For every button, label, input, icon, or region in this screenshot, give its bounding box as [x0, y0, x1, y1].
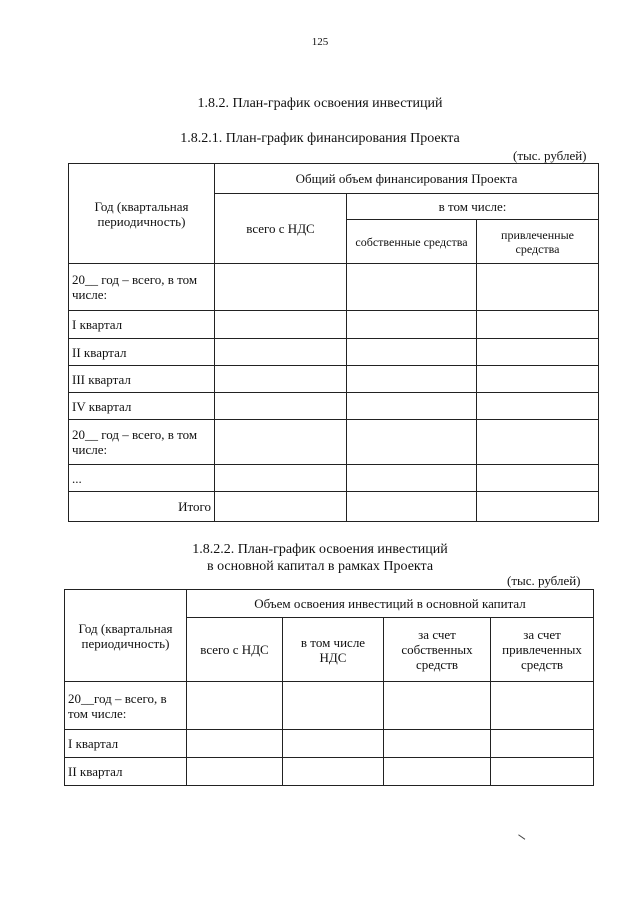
table-row-label: 20__год – всего, в том числе:: [65, 682, 187, 730]
table2-title-line1: 1.8.2.2. План-график освоения инвестиций: [192, 542, 448, 557]
table-cell: [347, 311, 477, 339]
table-cell: [477, 465, 599, 492]
table-cell: [477, 420, 599, 465]
table2-title-line2: в основной капитал в рамках Проекта: [206, 559, 434, 574]
col-year-header: Год (квартальная периодичность): [69, 164, 215, 264]
total-row-label: Итого: [69, 492, 215, 522]
table-row-label: IV квартал: [69, 393, 215, 420]
col-group-header: Объем освоения инвестиций в основной капитал: [187, 590, 594, 618]
table-cell: [477, 366, 599, 393]
table-cell: [477, 393, 599, 420]
table-cell: [215, 339, 347, 366]
col-borrowed-header: привлеченные средства: [477, 220, 599, 264]
table-cell: [215, 420, 347, 465]
col-incl-vat-header: в том числе НДС: [283, 618, 384, 682]
table-cell: [347, 366, 477, 393]
table-cell: [187, 758, 283, 786]
table-cell: [384, 682, 491, 730]
table1-title: 1.8.2.1. План-график финансирования Проекта: [180, 131, 460, 146]
table-cell: [477, 339, 599, 366]
table-cell: [347, 492, 477, 522]
col-own-header: за счет собственных средств: [384, 618, 491, 682]
table-cell: [347, 420, 477, 465]
table-cell: [187, 682, 283, 730]
table-cell: [347, 465, 477, 492]
col-total-vat-header: всего с НДС: [187, 618, 283, 682]
table-row-label: 20__ год – всего, в том числе:: [69, 420, 215, 465]
col-including-header: в том числе:: [347, 194, 599, 220]
table-row-label: III квартал: [69, 366, 215, 393]
table-cell: [491, 730, 594, 758]
table-cell: [215, 492, 347, 522]
col-year-header: Год (квартальная периодичность): [65, 590, 187, 682]
table-cell: [477, 492, 599, 522]
table-cell: [384, 758, 491, 786]
table-cell: [283, 730, 384, 758]
table-cell: [215, 393, 347, 420]
table-cell: [215, 264, 347, 311]
scan-mark: [515, 834, 526, 844]
table-cell: [215, 311, 347, 339]
table-cell: [215, 366, 347, 393]
table-row-label: 20__ год – всего, в том числе:: [69, 264, 215, 311]
table-row-label: II квартал: [65, 758, 187, 786]
table-row-label: II квартал: [69, 339, 215, 366]
col-total-group-header: Общий объем финансирования Проекта: [215, 164, 599, 194]
table-cell: [283, 758, 384, 786]
table2-units: (тыс. рублей): [507, 573, 581, 588]
table-cell: [347, 393, 477, 420]
table-row-label: ...: [69, 465, 215, 492]
table-cell: [384, 730, 491, 758]
table-cell: [187, 730, 283, 758]
table-cell: [347, 339, 477, 366]
table-cell: [491, 758, 594, 786]
table-cell: [477, 264, 599, 311]
table-cell: [491, 682, 594, 730]
investment-schedule-table: [64, 589, 594, 786]
section-title: 1.8.2. План-график освоения инвестиций: [197, 96, 443, 111]
table-cell: [347, 264, 477, 311]
table1-units: (тыс. рублей): [513, 148, 587, 163]
col-borrowed-header: за счет привлеченных средств: [491, 618, 594, 682]
table-row-label: I квартал: [65, 730, 187, 758]
financing-schedule-table: [68, 163, 599, 522]
col-total-vat-header: всего с НДС: [215, 194, 347, 264]
table-row-label: I квартал: [69, 311, 215, 339]
table-cell: [477, 311, 599, 339]
col-own-header: собственные средства: [347, 220, 477, 264]
table-cell: [283, 682, 384, 730]
page-number: 125: [311, 36, 329, 48]
table-cell: [215, 465, 347, 492]
